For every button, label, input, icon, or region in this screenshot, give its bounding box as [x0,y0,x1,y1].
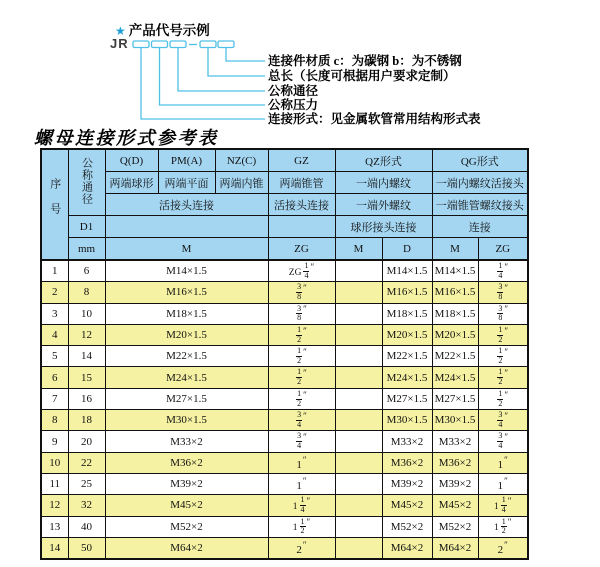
table-row [41,367,528,388]
cell-gz [268,367,335,388]
cell-qg-zg [478,260,528,282]
cell-qz-m [335,410,382,431]
product-code-heading [115,19,210,39]
fraction: $\frac{1}{2}$ [300,516,305,536]
cell-qg-m: M27×1.5 [432,388,478,409]
fraction: $\frac{1}{2}$ [498,324,503,344]
fraction: $\frac{3}{4}$ [297,431,302,451]
inch-mark: ″ [303,368,307,379]
inch-mark: ″ [504,410,509,421]
cell-m: M20×1.5 [105,324,268,345]
cell-qz-d: M39×2 [382,473,432,494]
table-row [41,324,528,345]
fraction: $\frac{1}{4}$ [304,260,309,280]
cell-qg-m: M24×1.5 [432,367,478,388]
code-label-pressure: 公称压力 [268,98,319,112]
fraction: $\frac{3}{8}$ [297,303,302,323]
cell-m: M24×1.5 [105,367,268,388]
fraction: $\frac{1}{2}$ [297,324,302,344]
fraction: $\frac{1}{2}$ [501,516,506,536]
header-seq: 序号 [41,149,68,260]
leader-line-material [226,48,265,62]
cell-dn: 22 [68,452,105,473]
fraction-prefix: 1 [292,523,298,534]
cell-dn: 50 [68,537,105,559]
cell-qz-m [335,367,382,388]
cell-qg-zg: 2″ [478,537,528,559]
header-qg-m: M [432,238,478,261]
leader-line-connection [141,48,265,120]
cell-seq: 6 [41,367,68,388]
code-label-diameter: 公称通径 [268,84,319,98]
inch-mark: ″ [504,346,509,357]
inch-mark: ″ [302,540,307,550]
cell-m: M27×1.5 [105,388,268,409]
cell-qz-d: M64×2 [382,537,432,559]
code-box-2 [152,41,168,48]
header-m: M [105,238,268,261]
cell-qg-zg [478,346,528,367]
table-row [41,431,528,452]
inch-mark: ″ [504,432,509,443]
cell-qg-m: M16×1.5 [432,282,478,303]
fraction: $\frac{1}{4}$ [498,260,503,280]
header-qz-conn: 球形接头连接 [335,216,432,238]
cell-gz [268,495,335,516]
cell-gz [268,303,335,324]
cell-m: M33×2 [105,431,268,452]
cell-qz-m [335,516,382,537]
cell-dn: 8 [68,282,105,303]
cell-qz-d: M24×1.5 [382,367,432,388]
code-label-material: 连接件材质 c：为碳钢 b：为不锈钢 [268,54,462,68]
cell-seq: 2 [41,282,68,303]
header-qg-conn: 连接 [432,216,528,238]
cell-dn: 32 [68,495,105,516]
cell-m: M22×1.5 [105,346,268,367]
cell-qg-m: M30×1.5 [432,410,478,431]
cell-qg-zg: 1″ [478,473,528,494]
header-col-qg: QG形式 [432,149,528,172]
inch-mark: ″ [306,496,311,507]
inch-mark: ″ [303,325,307,336]
inch-mark: ″ [303,389,307,400]
cell-qz-m [335,282,382,303]
fraction-prefix: 1 [292,502,298,513]
header-col-pm: PM(A) [158,149,215,172]
cell-qz-m [335,388,382,409]
fraction: $\frac{1}{2}$ [498,346,503,365]
cell-m: M45×2 [105,495,268,516]
fraction: $\frac{3}{4}$ [498,410,503,429]
header-qg-desc2: 一端锥管螺纹接头 [432,194,528,216]
cell-qz-d: M22×1.5 [382,346,432,367]
cell-qz-d: M16×1.5 [382,282,432,303]
cell-gz [268,324,335,345]
cell-dn: 25 [68,473,105,494]
cell-qg-m: M14×1.5 [432,260,478,282]
fraction: $\frac{1}{4}$ [300,495,305,515]
cell-qg-zg [478,495,528,516]
header-qz-desc1: 一端内螺纹 [335,172,432,194]
cell-dn: 14 [68,346,105,367]
fraction: $\frac{1}{2}$ [498,388,503,408]
cell-qz-d: M18×1.5 [382,303,432,324]
cell-qz-m [335,346,382,367]
cell-qg-m: M45×2 [432,495,478,516]
table-row [41,282,528,303]
cell-qg-zg: 1″ [478,452,528,473]
cell-m: M39×2 [105,473,268,494]
header-col-q: Q(D) [105,149,158,172]
cell-qz-d: M20×1.5 [382,324,432,345]
header-zg: ZG [268,238,335,261]
star-icon: ★ [115,24,126,38]
cell-seq: 5 [41,346,68,367]
cell-qz-m [335,303,382,324]
fraction: $\frac{1}{2}$ [297,346,302,365]
cell-dn: 16 [68,388,105,409]
cell-m: M30×1.5 [105,410,268,431]
header-gz-conn: 活接头连接 [268,194,335,216]
header-qz-d: D [382,238,432,261]
table-row [41,495,528,516]
inch-mark: ″ [303,304,307,315]
inch-mark: ″ [303,432,307,443]
header-qg-zg: ZG [478,238,528,261]
header-gz-desc: 两端锥管 [268,172,335,194]
cell-gz [268,410,335,431]
inch-mark: ″ [303,346,307,357]
inch-mark: ″ [302,476,307,487]
header-d1: D1 [68,216,105,238]
table-header [41,149,528,260]
cell-seq: 12 [41,495,68,516]
inch-mark: ″ [507,517,512,528]
header-blank-gz [268,216,335,238]
cell-m: M18×1.5 [105,303,268,324]
inch-mark: ″ [504,283,509,294]
fraction: $\frac{1}{2}$ [297,388,302,408]
inch-mark: ″ [303,283,307,294]
cell-m: M16×1.5 [105,282,268,303]
table-body [41,260,528,559]
header-col-gz: GZ [268,149,335,172]
header-blank-union [105,216,268,238]
fraction: $\frac{1}{2}$ [498,367,503,387]
cell-seq: 4 [41,324,68,345]
leader-line-pressure [160,48,266,106]
code-box-3 [170,41,186,48]
cell-qg-m: M64×2 [432,537,478,559]
cell-dn: 15 [68,367,105,388]
cell-qz-m [335,495,382,516]
code-label-connection: 连接形式：见金属软管常用结构形式表 [268,112,481,126]
header-union-conn: 活接头连接 [105,194,268,216]
cell-seq: 7 [41,388,68,409]
table-row [41,473,528,494]
cell-dn: 12 [68,324,105,345]
cell-qz-d: M52×2 [382,516,432,537]
fraction: $\frac{1}{4}$ [501,495,506,515]
cell-gz [268,282,335,303]
cell-gz: 1″ [268,452,335,473]
cell-qg-m: M20×1.5 [432,324,478,345]
table-row [41,452,528,473]
cell-qg-m: M33×2 [432,431,478,452]
fraction: $\frac{3}{8}$ [297,282,302,302]
header-qg-desc1: 一端内螺纹活接头 [432,172,528,194]
inch-mark: ″ [504,261,509,272]
cell-qz-m [335,473,382,494]
inch-mark: ″ [303,410,307,421]
code-label-length: 总长（长度可根据用户要求定制） [268,69,456,83]
fraction-prefix: ZG [288,267,302,278]
cell-gz [268,260,335,282]
inch-mark: ″ [310,261,315,272]
fraction: $\frac{3}{8}$ [498,303,503,323]
header-pm-desc: 两端平面 [158,172,215,194]
cell-dn: 20 [68,431,105,452]
cell-qz-m [335,537,382,559]
nut-connection-table [40,148,529,560]
cell-m: M14×1.5 [105,260,268,282]
fraction: $\frac{3}{4}$ [297,410,302,429]
cell-qz-d: M30×1.5 [382,410,432,431]
cell-qg-zg [478,303,528,324]
cell-gz [268,516,335,537]
cell-seq: 3 [41,303,68,324]
cell-qg-m: M52×2 [432,516,478,537]
header-qz-m: M [335,238,382,261]
inch-mark: ″ [504,454,508,465]
cell-qg-zg [478,516,528,537]
cell-qg-zg [478,431,528,452]
inch-mark: ″ [504,325,509,336]
cell-seq: 9 [41,431,68,452]
cell-seq: 11 [41,473,68,494]
header-col-qz: QZ形式 [335,149,432,172]
header-mm: mm [68,238,105,261]
table-row [41,388,528,409]
table-row [41,303,528,324]
cell-qz-d: M36×2 [382,452,432,473]
cell-gz [268,346,335,367]
cell-gz: 1″ [268,473,335,494]
code-box-5 [218,41,234,48]
table-row [41,516,528,537]
fraction: $\frac{1}{2}$ [297,367,302,387]
inch-mark: ″ [504,476,508,487]
cell-seq: 10 [41,452,68,473]
table-row [41,260,528,282]
cell-gz: 2″ [268,537,335,559]
cell-seq: 14 [41,537,68,559]
cell-qg-m: M22×1.5 [432,346,478,367]
cell-qz-d: M14×1.5 [382,260,432,282]
cell-qz-m [335,431,382,452]
table-row [41,537,528,559]
cell-qz-m [335,324,382,345]
cell-qg-zg [478,388,528,409]
cell-qg-m: M36×2 [432,452,478,473]
header-nz-desc: 两端内锥 [215,172,268,194]
cell-qz-d: M33×2 [382,431,432,452]
cell-seq: 13 [41,516,68,537]
cell-m: M52×2 [105,516,268,537]
fraction: $\frac{3}{4}$ [498,431,503,451]
cell-qz-d: M27×1.5 [382,388,432,409]
cell-dn: 40 [68,516,105,537]
cell-qz-m [335,452,382,473]
leader-line-diameter [178,48,265,92]
code-box-1 [133,41,149,48]
cell-dn: 6 [68,260,105,282]
inch-mark: ″ [504,304,509,315]
inch-mark: ″ [302,454,307,465]
cell-gz [268,431,335,452]
table-row [41,410,528,431]
inch-mark: ″ [504,368,509,379]
cell-qg-zg [478,282,528,303]
cell-qg-zg [478,367,528,388]
table-title: 螺母连接形式参考表 [34,128,219,148]
cell-qz-d: M45×2 [382,495,432,516]
inch-mark: ″ [504,540,508,550]
cell-qg-zg [478,410,528,431]
table-row [41,346,528,367]
product-code-prefix: JR [110,36,129,51]
product-code-heading-text: 产品代号示例 [128,23,210,38]
cell-gz [268,388,335,409]
cell-qg-m: M39×2 [432,473,478,494]
header-qz-desc2: 一端外螺纹 [335,194,432,216]
leader-line-length [208,48,265,77]
inch-mark: ″ [507,496,512,507]
header-q-desc: 两端球形 [105,172,158,194]
cell-dn: 10 [68,303,105,324]
cell-dn: 18 [68,410,105,431]
header-col-nz: NZ(C) [215,149,268,172]
cell-m: M36×2 [105,452,268,473]
inch-mark: ″ [306,517,311,528]
cell-qg-m: M18×1.5 [432,303,478,324]
cell-m: M64×2 [105,537,268,559]
code-box-4 [200,41,216,48]
cell-qg-zg [478,324,528,345]
cell-seq: 8 [41,410,68,431]
inch-mark: ″ [504,389,509,400]
cell-seq: 1 [41,260,68,282]
fraction-prefix: 1 [494,502,499,513]
fraction-prefix: 1 [494,523,499,534]
header-dn: 公称通径 [68,149,105,216]
cell-qz-m [335,260,382,282]
fraction: $\frac{3}{8}$ [498,282,503,302]
